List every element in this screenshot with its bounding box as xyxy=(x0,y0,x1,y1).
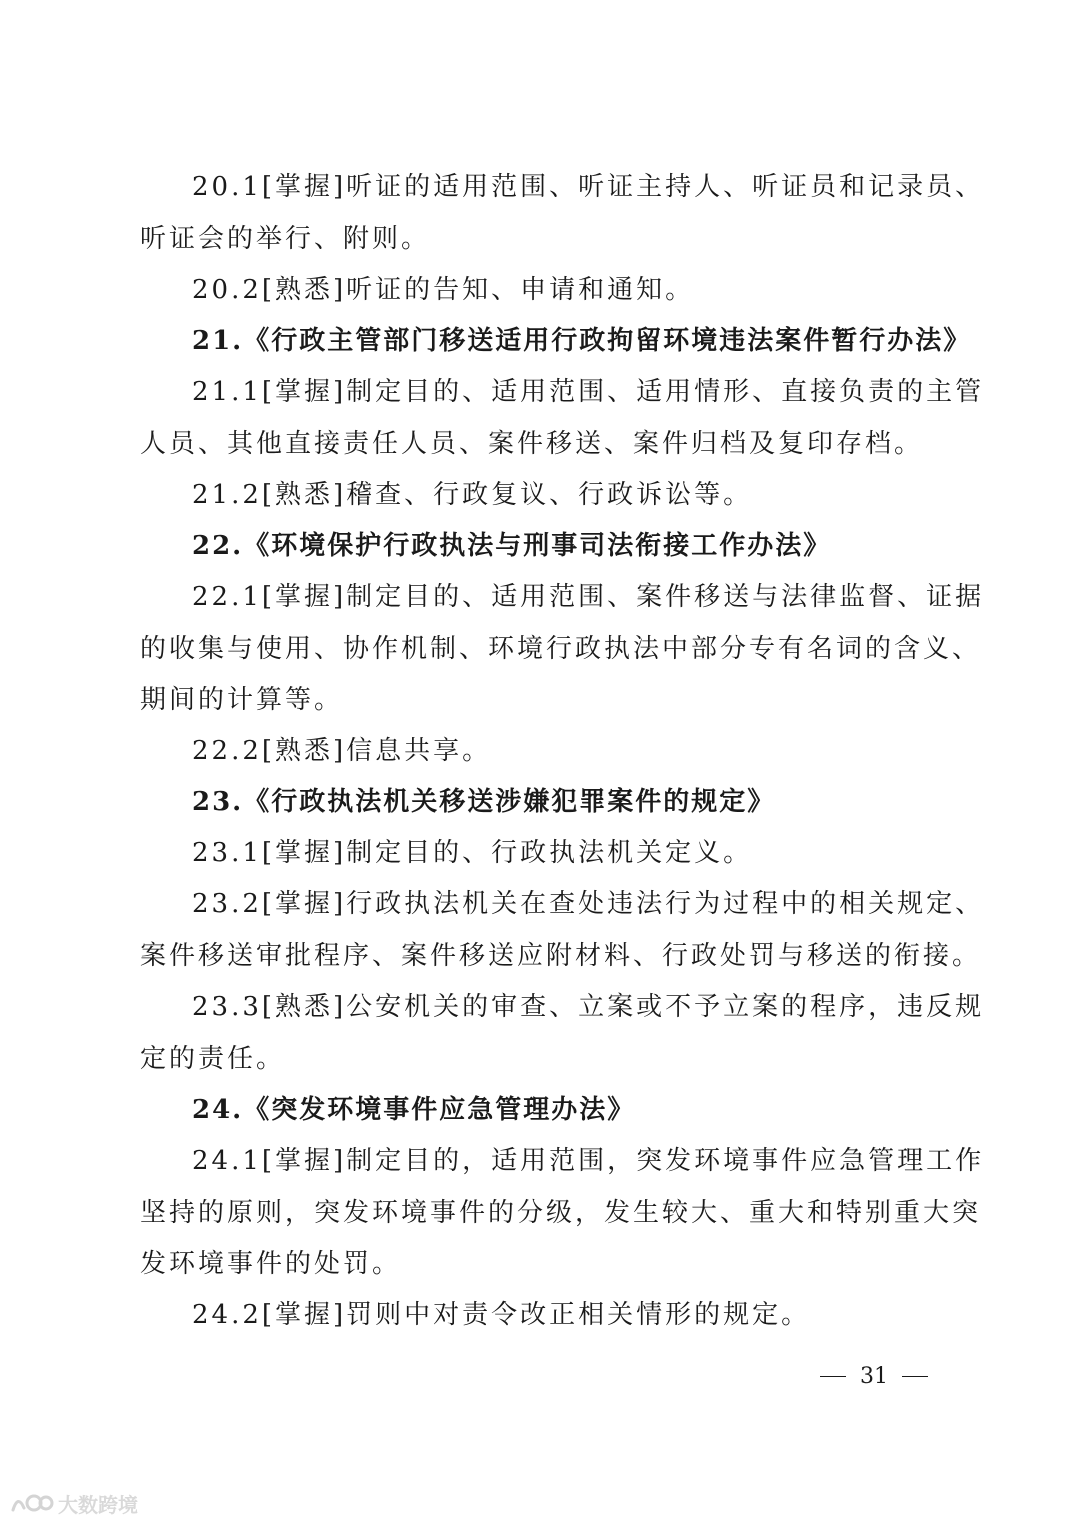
paragraph-line: 期间的计算等。 xyxy=(140,685,344,715)
section-heading-line: 22.《环境保护行政执法与刑事司法衔接工作办法》 xyxy=(192,531,832,561)
folio-dash-left xyxy=(820,1376,846,1377)
paragraph-line: 23.3[熟悉]公安机关的审查、立案或不予立案的程序，违反规 xyxy=(192,992,985,1022)
paragraph-line: 坚持的原则，突发环境事件的分级，发生较大、重大和特别重大突 xyxy=(140,1198,982,1228)
paragraph-line: 24.2[掌握]罚则中对责令改正相关情形的规定。 xyxy=(192,1300,811,1330)
paragraph-line: 的收集与使用、协作机制、环境行政执法中部分专有名词的含义、 xyxy=(140,634,982,664)
paragraph-line: 21.2[熟悉]稽查、行政复议、行政诉讼等。 xyxy=(192,480,753,510)
paragraph-line: 22.2[熟悉]信息共享。 xyxy=(192,736,492,766)
paragraph-line: 人员、其他直接责任人员、案件移送、案件归档及复印存档。 xyxy=(140,429,924,459)
section-heading-line: 21.《行政主管部门移送适用行政拘留环境违法案件暂行办法》 xyxy=(192,326,972,356)
paragraph-line: 23.2[掌握]行政执法机关在查处违法行为过程中的相关规定、 xyxy=(192,889,985,919)
section-heading-line: 23.《行政执法机关移送涉嫌犯罪案件的规定》 xyxy=(192,787,776,817)
watermark xyxy=(10,1488,138,1518)
paragraph-line: 发环境事件的处罚。 xyxy=(140,1249,402,1279)
page-folio xyxy=(820,1364,960,1389)
paragraph-line: 23.1[掌握]制定目的、行政执法机关定义。 xyxy=(192,838,753,868)
paragraph-line: 20.1[掌握]听证的适用范围、听证主持人、听证员和记录员、 xyxy=(192,172,985,202)
page-number: 31 xyxy=(860,1364,888,1389)
folio-dash-right xyxy=(902,1376,928,1377)
watermark-logo-icon xyxy=(10,1490,54,1516)
paragraph-line: 听证会的举行、附则。 xyxy=(140,224,431,254)
paragraph-line: 定的责任。 xyxy=(140,1044,286,1074)
paragraph-line: 22.1[掌握]制定目的、适用范围、案件移送与法律监督、证据 xyxy=(192,582,985,612)
section-heading-line: 24.《突发环境事件应急管理办法》 xyxy=(192,1095,636,1125)
paragraph-line: 20.2[熟悉]听证的告知、申请和通知。 xyxy=(192,275,695,305)
paragraph-line: 21.1[掌握]制定目的、适用范围、适用情形、直接负责的主管 xyxy=(192,377,985,407)
watermark-text: 大数跨境 xyxy=(58,1492,138,1517)
paragraph-line: 24.1[掌握]制定目的，适用范围，突发环境事件应急管理工作 xyxy=(192,1146,985,1176)
paragraph-line: 案件移送审批程序、案件移送应附材料、行政处罚与移送的衔接。 xyxy=(140,941,982,971)
